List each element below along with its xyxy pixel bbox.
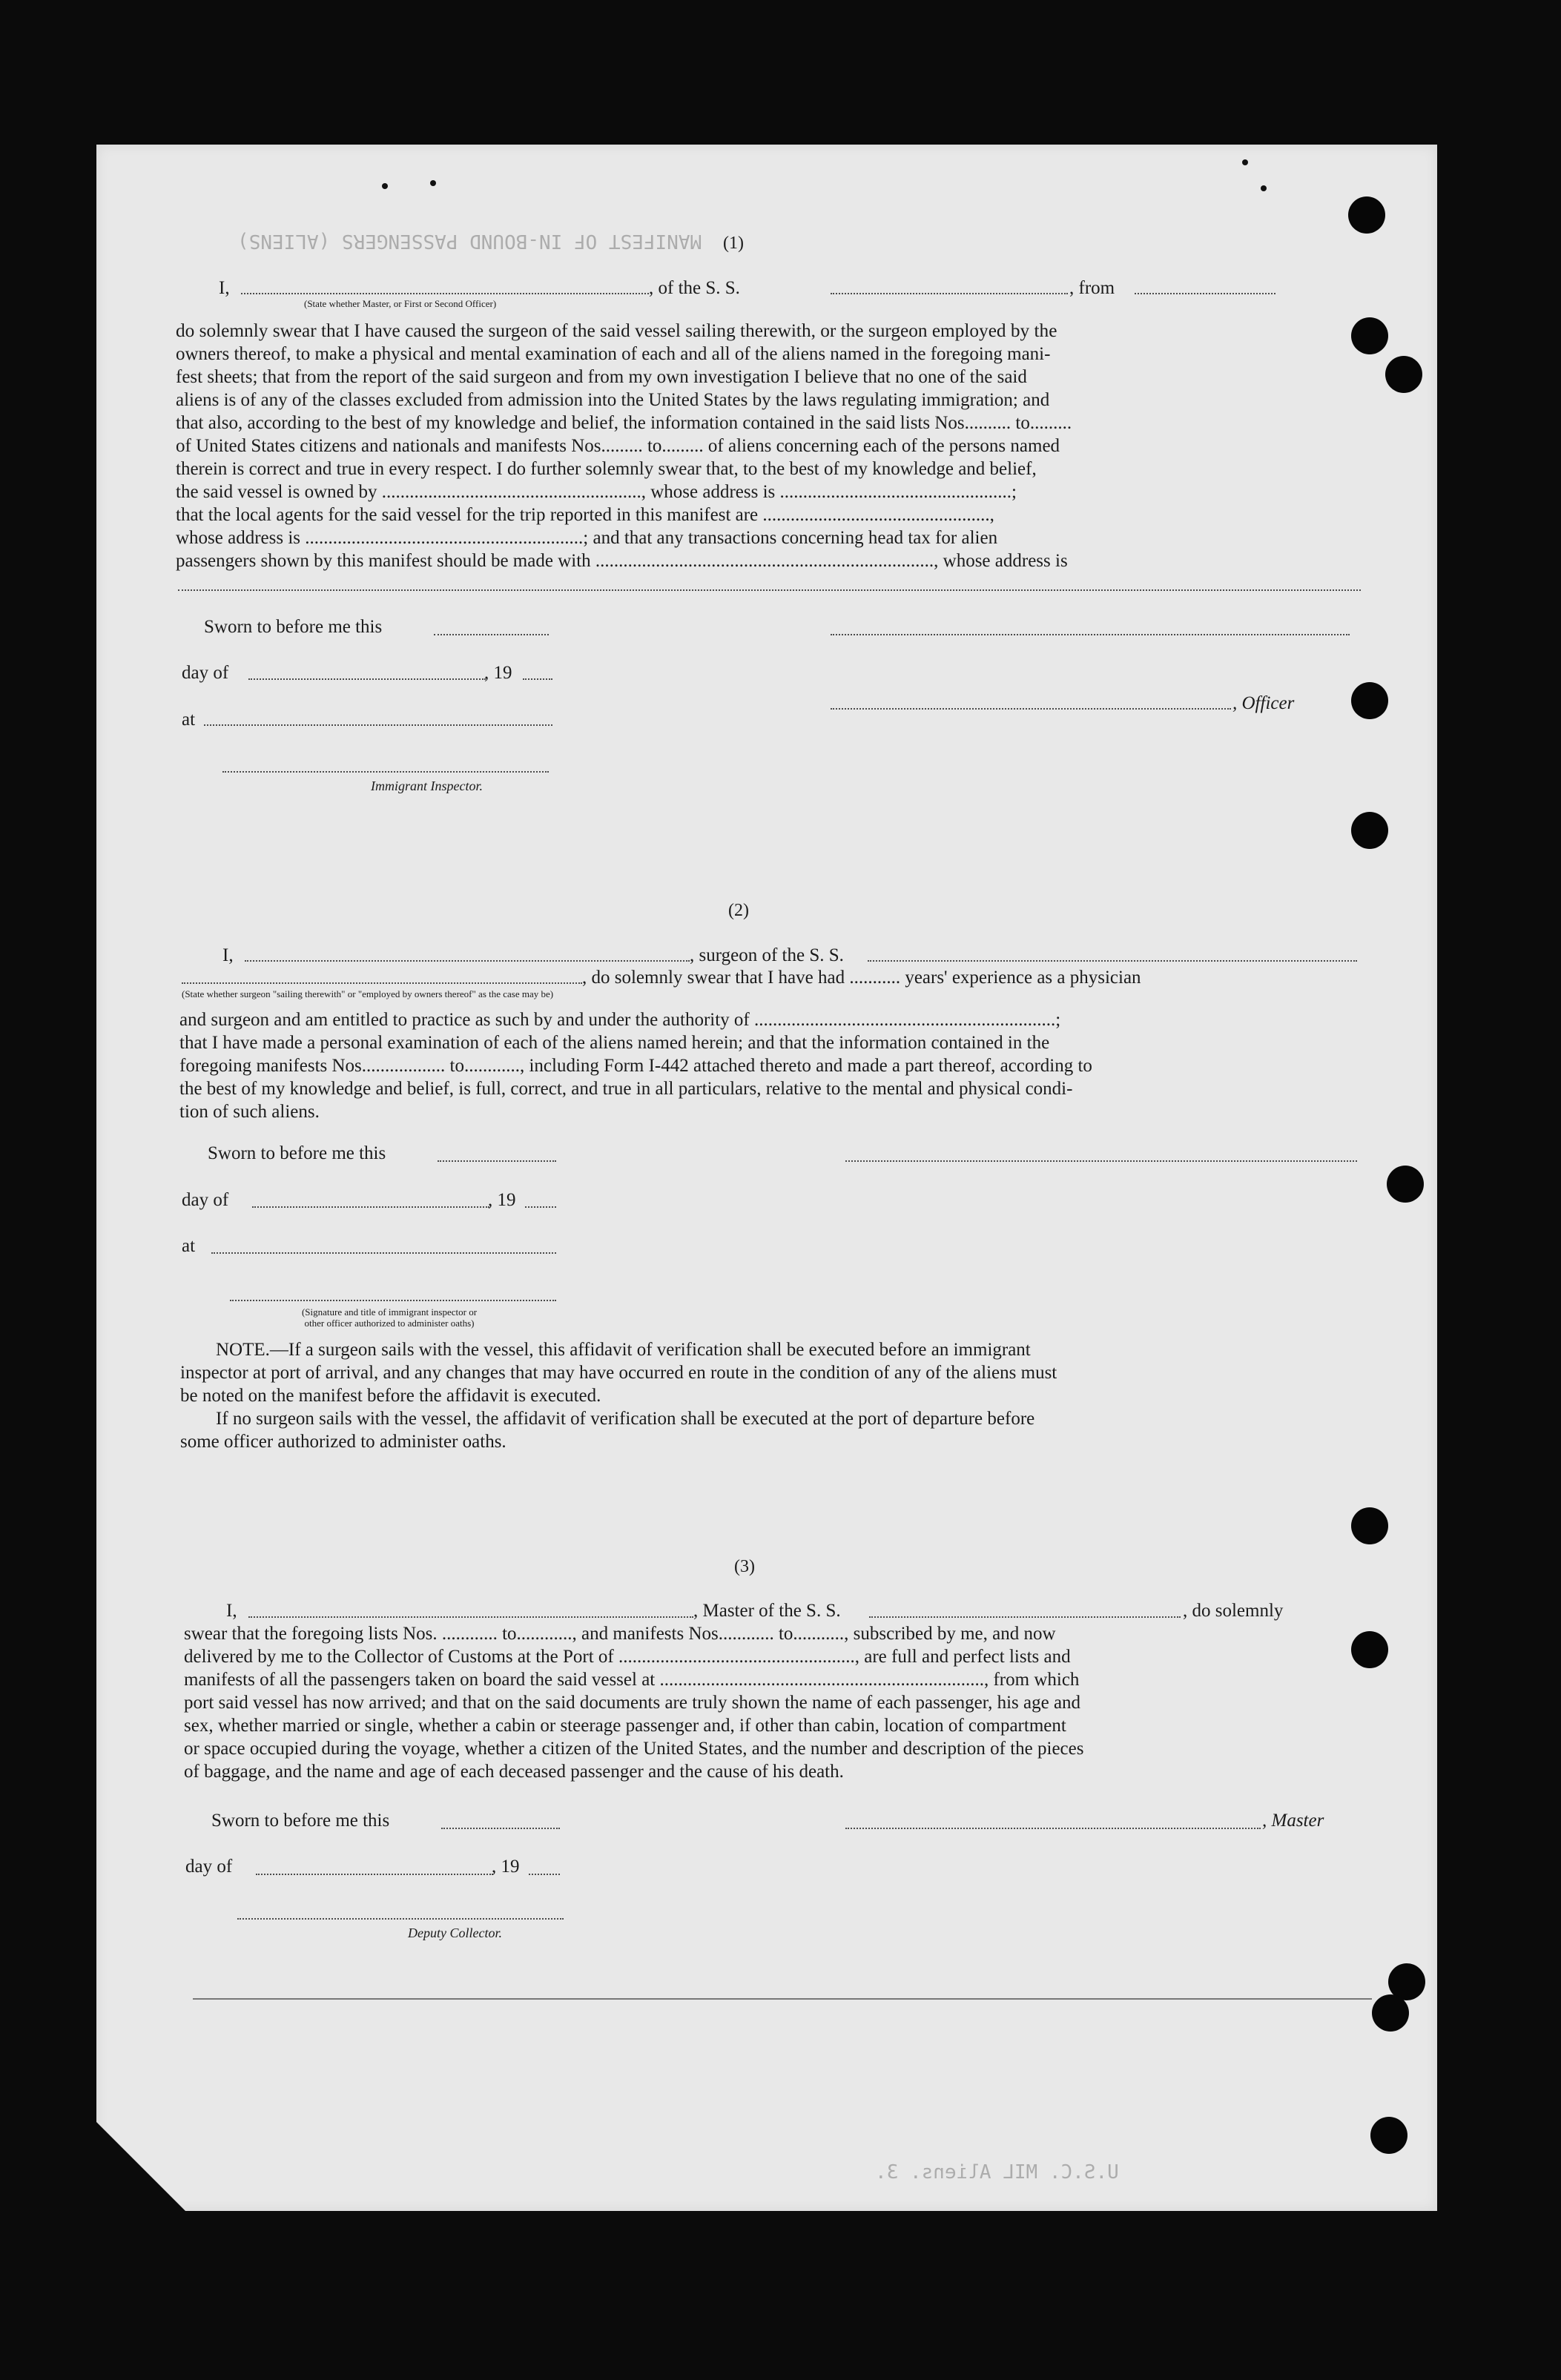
section-3-heading: (3) [734, 1557, 755, 1576]
punch-hole [1351, 682, 1388, 719]
s2-sig-note-1: (Signature and title of immigrant inspector or [301, 1306, 478, 1318]
paper-speck [1261, 185, 1267, 191]
s1-line: that also, according to the best of my knowledge and belief, the information contained in the said lists Nos.......... to......... [176, 413, 1072, 433]
s1-line: owners thereof, to make a physical and mental examination of each and all of the aliens named in the foregoing mani- [176, 344, 1051, 364]
s2-day-field[interactable] [252, 1206, 489, 1208]
s2-line: tion of such aliens. [179, 1102, 320, 1122]
departure-port-field[interactable] [1135, 293, 1275, 294]
vessel-name-field-1[interactable] [831, 293, 1068, 294]
section-1-of-ss-label: , of the S. S. [649, 278, 740, 298]
s3-master-name-field[interactable] [248, 1616, 693, 1618]
s1-day-of-label: day of [182, 663, 229, 683]
s3-line: manifests of all the passengers taken on board the said vessel at ......................................................................, from which [184, 1670, 1080, 1690]
section-2-heading: (2) [728, 901, 749, 920]
s2-sworn-label: Sworn to before me this [208, 1143, 386, 1163]
s1-officer-signature[interactable] [831, 708, 1231, 710]
s3-year-label: , 19 [492, 1857, 520, 1877]
s3-line: sex, whether married or single, whether a cabin or steerage passenger and, if other than cabin, location of compartment [184, 1716, 1066, 1736]
vessel-name-field-2[interactable] [868, 960, 1357, 962]
bottom-rule [193, 1998, 1372, 2000]
s3-master-signature[interactable] [845, 1828, 1261, 1829]
s1-at-label: at [182, 710, 196, 730]
s1-day-field[interactable] [248, 678, 486, 680]
s2-year-field[interactable] [525, 1206, 556, 1208]
s1-officer-label: , Officer [1232, 693, 1295, 713]
bleed-through-header: MANIFEST OF IN-BOUND PASSENGERS (ALIENS) [237, 230, 702, 252]
section-2-paragraph [179, 1008, 1359, 1123]
section-3-paragraph [184, 1622, 1363, 1783]
paper-speck [430, 180, 436, 186]
s3-year-field[interactable] [529, 1874, 560, 1875]
s1-line: that the local agents for the said vessel for the trip reported in this manifest are ................................................., [176, 505, 994, 525]
punch-hole [1385, 356, 1422, 393]
paper-speck [1242, 159, 1248, 165]
section-2-surgeon-label: , surgeon of the S. S. [690, 945, 844, 965]
surgeon-name-field[interactable] [245, 960, 690, 962]
s1-year-label: , 19 [484, 663, 512, 683]
section-3-i-label: I, [226, 1601, 237, 1621]
s1-line: fest sheets; that from the report of the said surgeon and from my own investigation I believe that no one of the said [176, 367, 1027, 387]
head-tax-address-field[interactable] [178, 589, 1361, 591]
section-1-from-label: , from [1069, 278, 1115, 298]
s1-line: whose address is ............................................................; and that any transactions concerning head tax for alien [176, 528, 998, 548]
s3-day-of-label: day of [185, 1857, 233, 1877]
s2-at-label: at [182, 1236, 196, 1256]
punch-hole [1348, 196, 1385, 234]
s1-line: aliens is of any of the classes excluded from admission into the United States by the laws regulating immigration; and [176, 390, 1050, 410]
s1-line: do solemnly swear that I have caused the surgeon of the said vessel sailing therewith, or the surgeon employed by the [176, 320, 1057, 341]
section-1-paragraph [176, 320, 1355, 572]
note-line: NOTE.—If a surgeon sails with the vessel, this affidavit of verification shall be executed before an immigrant [216, 1340, 1031, 1360]
punch-hole [1387, 1166, 1424, 1203]
s3-line: delivered by me to the Collector of Customs at the Port of ..................................................., are full and perfect lists and [184, 1647, 1071, 1667]
punch-hole [1372, 1994, 1409, 2032]
s2-line: the best of my knowledge and belief, is full, correct, and true in all particulars, relative to the mental and physical condi- [179, 1079, 1073, 1099]
s1-sworn-label: Sworn to before me this [204, 617, 383, 637]
section-1-i-label: I, [219, 278, 230, 298]
s2-at-field[interactable] [211, 1252, 556, 1254]
punch-hole [1351, 1631, 1388, 1668]
section-2-i-label: I, [222, 945, 234, 965]
s1-officer-signature-top[interactable] [831, 634, 1350, 635]
s3-sworn-date-field[interactable] [441, 1828, 560, 1829]
section-3-end-label: , do solemnly [1183, 1601, 1284, 1621]
s1-inspector-label: Immigrant Inspector. [371, 779, 483, 793]
s3-line: port said vessel has now arrived; and that on the said documents are truly shown the name of each passenger, his age and [184, 1693, 1081, 1713]
s2-inspector-signature[interactable] [230, 1300, 556, 1301]
s3-line: of baggage, and the name and age of each deceased passenger and the cause of his death. [184, 1762, 844, 1782]
punch-hole [1351, 812, 1388, 849]
s3-master-label: , Master [1262, 1811, 1324, 1831]
s3-line: or space occupied during the voyage, whether a citizen of the United States, and the number and description of the pieces [184, 1739, 1084, 1759]
punch-hole [1351, 317, 1388, 354]
s3-day-field[interactable] [256, 1874, 493, 1875]
master-rank-note: (State whether Master, or First or Second Officer) [304, 298, 497, 309]
s1-at-field[interactable] [204, 724, 552, 726]
s3-line: swear that the foregoing lists Nos. ............ to............, and manifests Nos............ to..........., subscribed by me, and now [184, 1624, 1056, 1644]
cut-corner [96, 2122, 185, 2211]
paper-speck [382, 183, 388, 189]
section-2-note [180, 1338, 1359, 1453]
s2-line: that I have made a personal examination of each of the aliens named herein; and that the information contained in the [179, 1033, 1050, 1053]
s2-year-label: , 19 [488, 1190, 516, 1210]
master-name-field[interactable] [241, 293, 649, 294]
note-line: inspector at port of arrival, and any changes that may have occurred en route in the condition of any of the aliens must [180, 1363, 1057, 1383]
s1-line: the said vessel is owned by ........................................................, whose address is ..................................................; [176, 482, 1017, 502]
s3-sworn-label: Sworn to before me this [211, 1811, 390, 1831]
section-3-master-label: , Master of the S. S. [693, 1601, 841, 1621]
surgeon-type-field[interactable] [182, 982, 582, 984]
s1-line: passengers shown by this manifest should be made with ........................................................................., whose address is [176, 551, 1068, 571]
punch-hole [1351, 1507, 1388, 1544]
s2-line: foregoing manifests Nos.................. to............, including Form I-442 attached thereto and made a part thereof, according to [179, 1056, 1092, 1076]
s3-deputy-label: Deputy Collector. [408, 1926, 502, 1940]
s1-line: of United States citizens and nationals and manifests Nos......... to......... of aliens concerning each of the persons named [176, 436, 1060, 456]
s1-line: therein is correct and true in every respect. I do further solemnly swear that, to the best of my knowledge and belief, [176, 459, 1037, 479]
section-1-heading: (1) [723, 234, 744, 253]
s1-inspector-signature[interactable] [222, 771, 549, 773]
surgeon-type-note: (State whether surgeon "sailing therewith" or "employed by owners thereof" as the case may be) [182, 988, 554, 999]
section-2-swear-line: , do solemnly swear that I have had ........... years' experience as a physician [582, 968, 1141, 988]
vessel-name-field-3[interactable] [869, 1616, 1181, 1618]
form-page [96, 145, 1437, 2211]
note-line: If no surgeon sails with the vessel, the affidavit of verification shall be executed at the port of departure before [216, 1409, 1035, 1429]
s2-line: and surgeon and am entitled to practice as such by and under the authority of .................................................................; [179, 1010, 1061, 1030]
bleed-through-stamp: U.S.C. MIL Aliens. 3. [875, 2161, 1119, 2184]
s3-deputy-signature[interactable] [237, 1918, 564, 1920]
note-line: some officer authorized to administer oaths. [180, 1432, 506, 1452]
s2-surgeon-signature[interactable] [845, 1160, 1357, 1162]
note-line: be noted on the manifest before the affidavit is executed. [180, 1386, 601, 1406]
s2-sig-note-2: other officer authorized to administer oaths) [304, 1318, 475, 1329]
s2-day-of-label: day of [182, 1190, 229, 1210]
s1-sworn-date-field[interactable] [434, 634, 549, 635]
s2-sworn-date-field[interactable] [438, 1160, 556, 1162]
s1-year-field[interactable] [523, 678, 552, 680]
punch-hole [1370, 2117, 1407, 2154]
